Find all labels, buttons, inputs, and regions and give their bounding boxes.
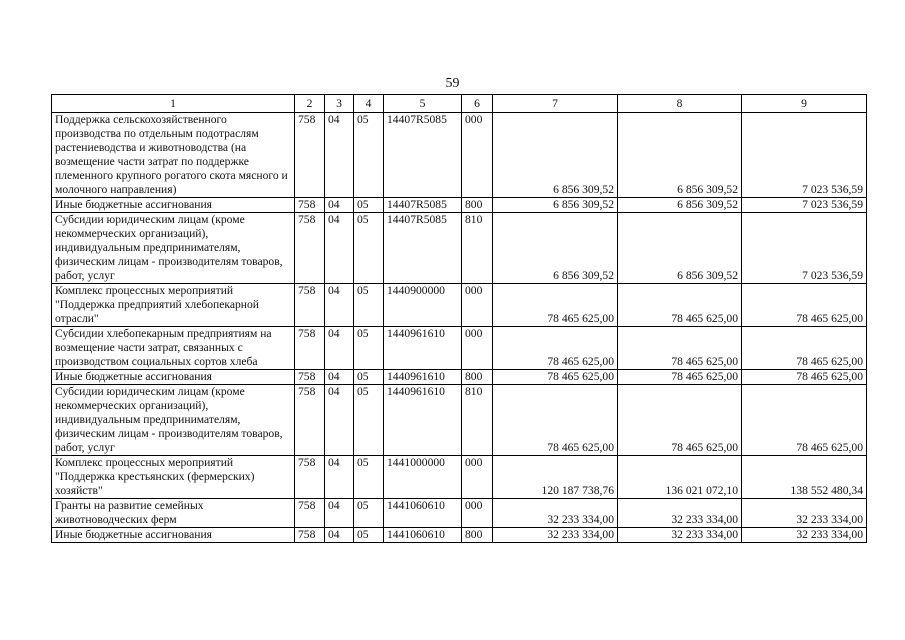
row-code-3: 04 <box>325 370 354 385</box>
row-code-3: 04 <box>325 456 354 499</box>
row-code-2: 758 <box>295 327 325 370</box>
row-code-4: 05 <box>354 456 384 499</box>
row-amount-7: 78 465 625,00 <box>493 385 618 456</box>
row-code-5: 14407R5085 <box>384 213 462 284</box>
row-code-6: 800 <box>462 198 493 213</box>
row-code-2: 758 <box>295 213 325 284</box>
budget-table <box>51 94 867 543</box>
row-code-5: 1440900000 <box>384 284 462 327</box>
row-code-4: 05 <box>354 113 384 198</box>
row-amount-8: 78 465 625,00 <box>618 284 742 327</box>
row-code-2: 758 <box>295 499 325 528</box>
table-row <box>52 113 867 198</box>
header-cell: 5 <box>384 95 462 113</box>
row-description: Иные бюджетные ассигнования <box>52 370 295 385</box>
row-description: Поддержка сельскохозяйственного производства по отдельным подотраслям растениеводства и животноводства (на возмещение части затрат по поддержке племенного крупного рогатого скота мясного и молочного направления) <box>52 113 295 198</box>
row-code-3: 04 <box>325 213 354 284</box>
row-code-4: 05 <box>354 327 384 370</box>
row-amount-7: 6 856 309,52 <box>493 213 618 284</box>
row-amount-8: 32 233 334,00 <box>618 499 742 528</box>
table-row <box>52 284 867 327</box>
row-amount-9: 32 233 334,00 <box>742 528 867 543</box>
row-description: Субсидии юридическим лицам (кроме некоммерческих организаций), индивидуальным предпринимателям, физическим лицам - производителям товаров, работ, услуг <box>52 213 295 284</box>
row-code-3: 04 <box>325 499 354 528</box>
table-row <box>52 385 867 456</box>
row-code-6: 000 <box>462 284 493 327</box>
row-code-6: 000 <box>462 113 493 198</box>
row-code-3: 04 <box>325 385 354 456</box>
row-code-2: 758 <box>295 370 325 385</box>
header-cell: 7 <box>493 95 618 113</box>
row-amount-7: 32 233 334,00 <box>493 528 618 543</box>
row-code-6: 000 <box>462 499 493 528</box>
row-description: Комплекс процессных мероприятий "Поддержка предприятий хлебопекарной отрасли" <box>52 284 295 327</box>
row-code-2: 758 <box>295 528 325 543</box>
header-row <box>52 95 867 113</box>
row-description: Гранты на развитие семейных животноводческих ферм <box>52 499 295 528</box>
header-cell: 2 <box>295 95 325 113</box>
row-code-3: 04 <box>325 327 354 370</box>
row-code-3: 04 <box>325 284 354 327</box>
row-amount-7: 78 465 625,00 <box>493 327 618 370</box>
table-row <box>52 370 867 385</box>
row-code-6: 810 <box>462 213 493 284</box>
row-code-6: 810 <box>462 385 493 456</box>
row-code-4: 05 <box>354 213 384 284</box>
row-description: Иные бюджетные ассигнования <box>52 198 295 213</box>
header-cell: 4 <box>354 95 384 113</box>
row-amount-8: 136 021 072,10 <box>618 456 742 499</box>
row-code-6: 800 <box>462 528 493 543</box>
row-code-3: 04 <box>325 113 354 198</box>
row-code-3: 04 <box>325 198 354 213</box>
row-code-2: 758 <box>295 456 325 499</box>
header-cell: 1 <box>52 95 295 113</box>
row-amount-8: 6 856 309,52 <box>618 198 742 213</box>
row-code-2: 758 <box>295 198 325 213</box>
table-row <box>52 499 867 528</box>
table-row <box>52 213 867 284</box>
header-cell: 8 <box>618 95 742 113</box>
row-code-5: 14407R5085 <box>384 198 462 213</box>
row-amount-9: 32 233 334,00 <box>742 499 867 528</box>
row-code-6: 000 <box>462 456 493 499</box>
row-code-5: 1440961610 <box>384 327 462 370</box>
row-amount-8: 78 465 625,00 <box>618 385 742 456</box>
row-code-4: 05 <box>354 385 384 456</box>
row-amount-7: 78 465 625,00 <box>493 370 618 385</box>
page-number: 59 <box>445 76 460 91</box>
header-cell: 3 <box>325 95 354 113</box>
row-amount-7: 6 856 309,52 <box>493 113 618 198</box>
row-amount-9: 138 552 480,34 <box>742 456 867 499</box>
row-code-5: 1441060610 <box>384 528 462 543</box>
row-code-4: 05 <box>354 370 384 385</box>
row-description: Субсидии юридическим лицам (кроме некоммерческих организаций), индивидуальным предпринимателям, физическим лицам - производителям товаров, работ, услуг <box>52 385 295 456</box>
row-code-5: 1441000000 <box>384 456 462 499</box>
row-code-4: 05 <box>354 198 384 213</box>
row-amount-9: 78 465 625,00 <box>742 370 867 385</box>
row-amount-8: 6 856 309,52 <box>618 113 742 198</box>
row-amount-7: 6 856 309,52 <box>493 198 618 213</box>
row-code-5: 14407R5085 <box>384 113 462 198</box>
row-amount-9: 78 465 625,00 <box>742 385 867 456</box>
row-amount-8: 78 465 625,00 <box>618 370 742 385</box>
row-amount-9: 78 465 625,00 <box>742 284 867 327</box>
row-description: Субсидии хлебопекарным предприятиям на возмещение части затрат, связанных с производством социальных сортов хлеба <box>52 327 295 370</box>
row-amount-9: 78 465 625,00 <box>742 327 867 370</box>
row-code-4: 05 <box>354 528 384 543</box>
row-code-3: 04 <box>325 528 354 543</box>
row-description: Комплекс процессных мероприятий "Поддержка крестьянских (фермерских) хозяйств" <box>52 456 295 499</box>
table-row <box>52 456 867 499</box>
row-code-5: 1440961610 <box>384 385 462 456</box>
row-amount-9: 7 023 536,59 <box>742 113 867 198</box>
row-code-6: 000 <box>462 327 493 370</box>
row-description: Иные бюджетные ассигнования <box>52 528 295 543</box>
row-code-6: 800 <box>462 370 493 385</box>
row-amount-7: 78 465 625,00 <box>493 284 618 327</box>
row-code-4: 05 <box>354 499 384 528</box>
row-code-4: 05 <box>354 284 384 327</box>
header-cell: 6 <box>462 95 493 113</box>
row-code-5: 1441060610 <box>384 499 462 528</box>
row-amount-7: 120 187 738,76 <box>493 456 618 499</box>
row-amount-8: 6 856 309,52 <box>618 213 742 284</box>
row-code-2: 758 <box>295 385 325 456</box>
row-amount-7: 32 233 334,00 <box>493 499 618 528</box>
table-row <box>52 528 867 543</box>
row-amount-8: 78 465 625,00 <box>618 327 742 370</box>
row-amount-8: 32 233 334,00 <box>618 528 742 543</box>
row-amount-9: 7 023 536,59 <box>742 213 867 284</box>
table-row <box>52 327 867 370</box>
table-row <box>52 198 867 213</box>
row-code-2: 758 <box>295 113 325 198</box>
row-code-2: 758 <box>295 284 325 327</box>
row-code-5: 1440961610 <box>384 370 462 385</box>
header-cell: 9 <box>742 95 867 113</box>
row-amount-9: 7 023 536,59 <box>742 198 867 213</box>
